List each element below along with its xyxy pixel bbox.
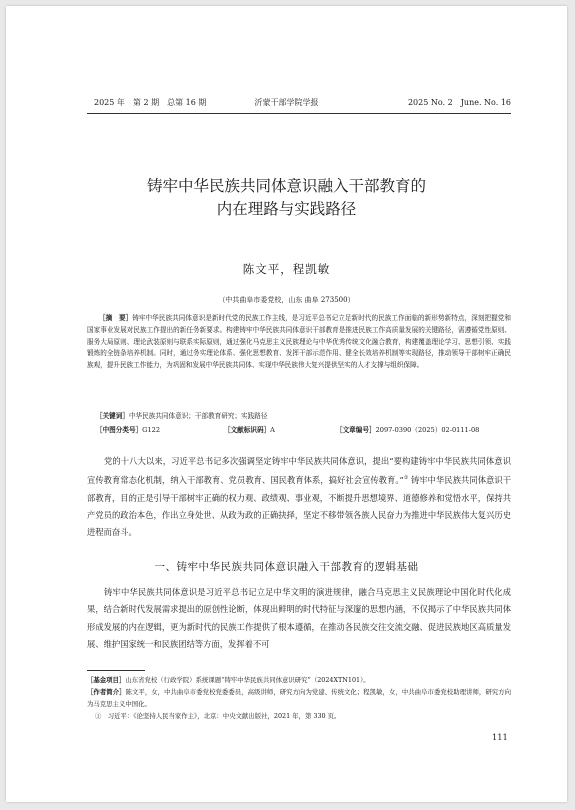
clc-number [96,425,160,435]
intro-text: 党的十八大以来，习近平总书记多次强调坚定铸牢中华民族共同体意识，提出“要构建铸牢中华民族共同体意识宣传教育常态化机制，纳入干部教育、党员教育、国民教育体系，搞好社会宣传教育。” [87,456,511,486]
reference-footnote [87,710,511,722]
footnote-rule [87,670,145,671]
article-title-line1: 铸牢中华民族共同体意识融入干部教育的 [146,177,426,195]
article-title-line2: 内在理路与实践路径 [216,200,357,218]
article-number [336,425,479,435]
author-bio-label: ［作者简介］ [87,688,126,696]
keywords [96,411,516,421]
article-number-value: 2097-0390（2025）02-0111-08 [375,426,480,434]
intro-text-continued: 铸牢中华民族共同体意识干部教育，目的正是引导干部树牢正确的权力观、政绩观、事业观，不断提升思想境界、道德修养和觉悟水平，保持共产党员的政治本色，作出立身处世、从政为政的正确抉择，坚定不移带领各族人民奋力为推进中华民族伟大复兴历史进程而奋斗。 [87,475,511,538]
header-rule [87,113,511,114]
author-bio-footnote [87,686,511,710]
reference-mark: ① [95,712,102,720]
paper-page [6,6,567,802]
fund-text: 山东省党校（行政学院）系统课题“铸牢中华民族共同体意识研究”（2024XTN101）。 [125,676,370,684]
section-1-heading: 一、铸牢中华民族共同体意识融入干部教育的逻辑基础 [154,561,419,573]
keywords-text: 中华民族共同体意识；干部教育研究；实践路径 [128,412,268,420]
author-affiliation: （中共曲阜市委党校，山东 曲阜 273500） [218,296,355,304]
fund-footnote [87,674,511,686]
document-code [224,425,275,435]
fund-label: ［基金项目］ [87,676,126,684]
section-1-paragraph: 铸牢中华民族共同体意识是习近平总书记立足中华文明的演进规律，融合马克思主义民族理论中国化时代化成果，结合新时代发展需求提出的原创性论断，体现出鲜明的时代特征与深邃的思想内涵，不仅揭示了中华民族共同体形成发展的内在逻辑，更为新时代的民族工作提供了根本遵循，在推动各民族交往交流交融、促进民族地区高质量发展、维护国家统一和民族团结等方面，发挥着不可 [87,587,511,650]
document-code-value: A [270,426,275,434]
keywords-label: ［关键词］ [96,412,129,420]
clc-label: ［中图分类号］ [96,426,143,434]
abstract-text: 铸牢中华民族共同体意识是新时代党的民族工作主线，是习近平总书记立足新时代的民族工作面临的新形势新特点，深刻把握党和国家事业发展对民族工作提出的新任务新要求。构建铸牢中华民族共同体意识干部教育是推进民族工作高质量发展的关键路径，需遵循党性原则、服务大局原则、理论武装原则与联系实际原则，通过强化马克思主义民族理论与中华优秀传统文化融合教育，构建覆盖理论学习、思想引领、实践锻炼的全链条培养机制。同时，通过务实理论体系、强化思想教育、发挥干部示范作用、健全长效培养机制等实现路径，推动领导干部树牢正确民族观，提升民族工作能力，为巩固和发展中华民族共同体、实现中华民族伟大复兴提供坚实的人才支撑与组织保障。 [87,314,512,370]
clc-value: G122 [142,426,161,434]
footnote-ref-1[interactable]: ① [403,475,409,482]
article-authors: 陈文平，程凯敏 [242,262,331,276]
reference-text: 习近平：《论坚持人民当家作主》，北京：中央文献出版社，2021 年，第 330 页。 [107,712,341,720]
header-journal-name: 沂蒙干部学院学报 [254,98,319,107]
header-issue-english: 2025 No. 2 June. No. 16 [407,98,511,107]
page-number: 111 [492,732,508,742]
header-issue-info: 2025 年 第 2 期 总第 16 期 [94,98,207,107]
abstract-label: ［摘 要］ [99,314,133,322]
abstract [87,313,511,372]
article-number-label: ［文章编号］ [336,426,376,434]
document-code-label: ［文献标识码］ [224,426,271,434]
intro-paragraph [87,453,511,542]
author-bio-text: 陈文平，女，中共曲阜市委党校党委委员，高级讲师，研究方向为党建、传统文化；程凯敏，女，中共曲阜市委党校助理讲师，研究方向为马克思主义中国化。 [87,688,512,708]
